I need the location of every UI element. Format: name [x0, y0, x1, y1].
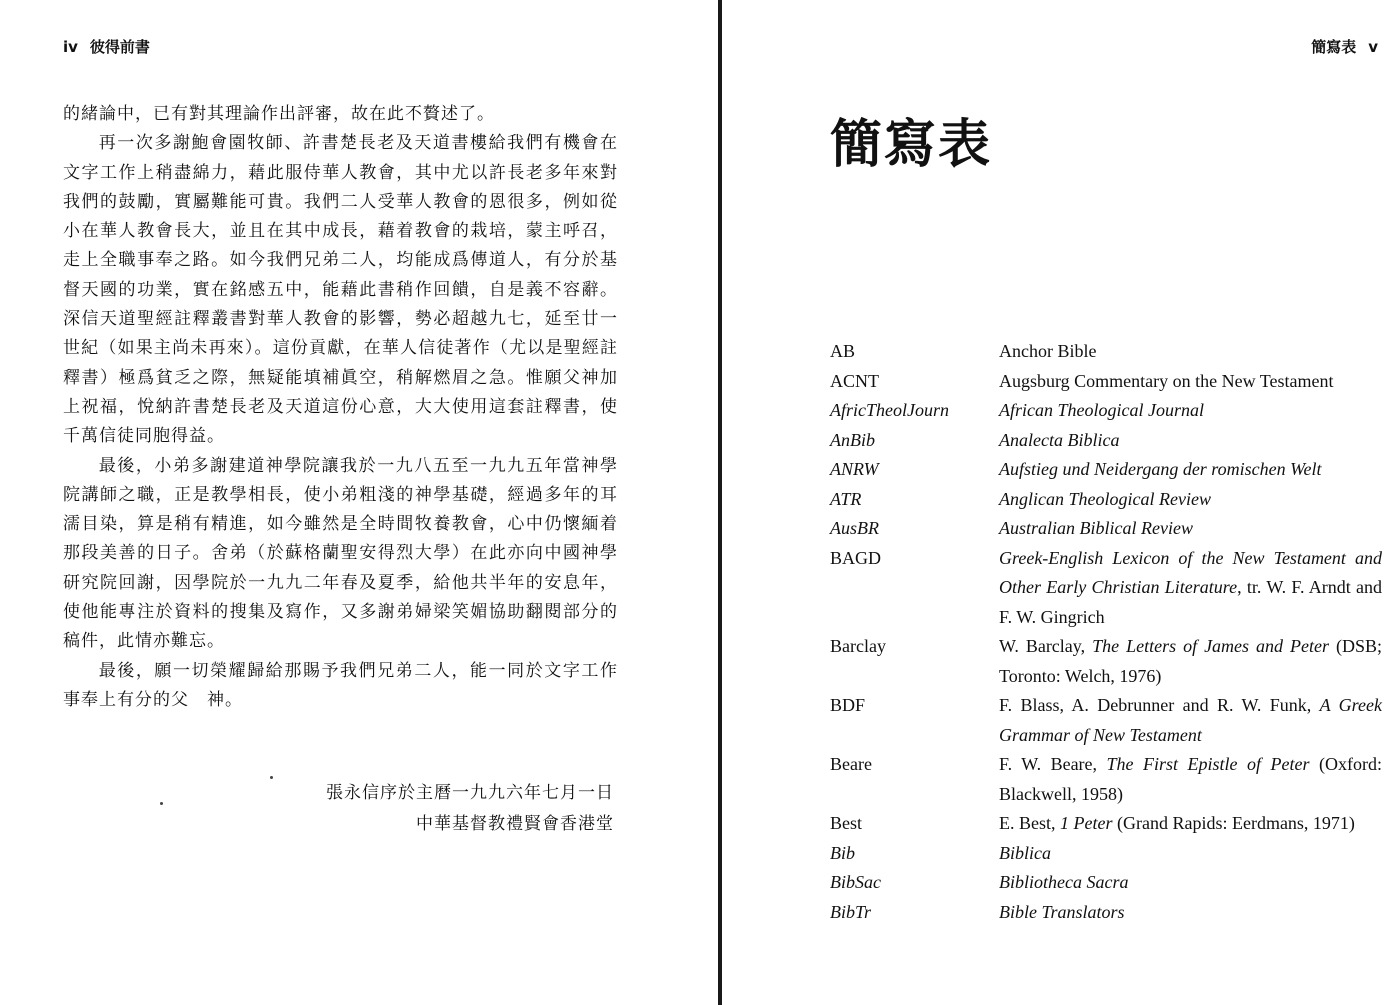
abbreviation-expansion: [999, 691, 1382, 750]
expansion-segment: Bibliotheca Sacra: [999, 872, 1129, 892]
expansion-segment: Aufstieg und Neidergang der romischen Welt: [999, 459, 1322, 479]
abbreviation-key: Barclay: [830, 636, 886, 656]
signoff-church: 中華基督教禮賢會香港堂: [416, 814, 614, 834]
abbreviation-key: BAGD: [830, 547, 882, 568]
abbreviation-expansion: [999, 367, 1382, 397]
expansion-segment: F. Blass, A. Debrunner and R. W. Funk,: [999, 695, 1320, 715]
abbreviation-row: [830, 809, 1382, 839]
preface-paragraph: 的緒論中，已有對其理論作出評審，故在此不贅述了。: [63, 104, 495, 124]
expansion-segment: A Greek Grammar of New Testament: [999, 695, 1382, 745]
expansion-segment: The First Epistle of Peter: [1106, 754, 1310, 774]
abbreviation-row: [830, 367, 1382, 397]
right-page: [722, 0, 1400, 1005]
expansion-segment: Analecta Biblica: [999, 429, 1120, 450]
abbreviation-row: [830, 898, 1382, 928]
preface-signoff: [326, 778, 614, 840]
abbreviation-expansion: [999, 514, 1382, 544]
abbreviation-key: Beare: [830, 754, 872, 774]
left-page-number: iv: [63, 38, 78, 56]
abbreviation-row: [830, 750, 1382, 809]
abbreviation-expansion: [999, 426, 1382, 456]
preface-paragraph: 最後，小弟多謝建道神學院讓我於一九八五至一九九五年當神學院講師之職，正是教學相長，使小弟粗淺的神學基礎，經過多年的耳濡目染，算是稍有精進，如今雖然是全時間牧養教會，心中仍懷緬着那段美善的日子。舍弟（於蘇格蘭聖安得烈大學）在此亦向中國神學研究院回謝，因學院於一九九二年春及夏季，給他共半年的安息年，使他能專注於資料的搜集及寫作，又多謝弟婦梁笑媚協助翻閱部分的稿件，此情亦難忘。: [63, 455, 618, 652]
expansion-segment: (Oxford: Blackwell, 1958): [999, 754, 1382, 804]
abbreviation-key: ACNT: [830, 370, 879, 391]
abbreviation-key: Best: [830, 813, 863, 833]
abbreviation-key: AfricTheolJourn: [830, 400, 949, 420]
right-page-number: v: [1368, 38, 1378, 56]
expansion-segment: Augsburg Commentary on the New Testament: [999, 370, 1334, 391]
abbreviation-expansion: [999, 485, 1382, 515]
abbreviation-key: BibSac: [830, 872, 881, 892]
abbreviations-list: [830, 337, 1382, 927]
abbreviation-row: [830, 691, 1382, 750]
abbreviation-row: [830, 455, 1382, 485]
expansion-segment: (Grand Rapids: Eerdmans, 1971): [1112, 813, 1355, 833]
abbreviation-key: AnBib: [830, 429, 875, 450]
expansion-segment: (DSB; Toronto: Welch, 1976): [999, 636, 1382, 686]
abbreviation-expansion: [999, 809, 1382, 839]
abbreviation-row: [830, 485, 1382, 515]
right-header-title: 簡寫表: [1311, 38, 1357, 56]
abbreviation-expansion: [999, 396, 1382, 426]
abbreviation-row: [830, 396, 1382, 426]
abbreviation-row: [830, 839, 1382, 869]
abbreviation-key: ANRW: [830, 459, 879, 479]
abbreviations-title: 簡寫表: [830, 115, 993, 175]
scan-speck: [160, 802, 163, 805]
abbreviation-row: [830, 632, 1382, 691]
expansion-segment: Australian Biblical Review: [999, 518, 1193, 538]
abbreviation-expansion: [999, 544, 1382, 633]
abbreviation-expansion: [999, 868, 1382, 898]
expansion-segment: Greek-English Lexicon of the New Testament and Other Early Christian Literature: [999, 547, 1382, 597]
abbreviation-key: BibTr: [830, 901, 872, 922]
preface-paragraph: 再一次多謝鮑會園牧師、許書楚長老及天道書樓給我們有機會在文字工作上稍盡綿力，藉此服侍華人教會，其中尤以許長老多年來對我們的鼓勵，實屬難能可貴。我們二人受華人教會的恩很多，例如從小在華人教會長大，並且在其中成長，藉着教會的栽培，蒙主呼召，走上全職事奉之路。如今我們兄弟二人，均能成爲傳道人，有分於基督天國的功業，實在銘感五中，能藉此書稍作回饋，自是義不容辭。深信天道聖經註釋叢書對華人教會的影響，勢必超越九七，延至廿一世紀（如果主尚未再來）。這份貢獻，在華人信徒著作（尤以是聖經註釋書）極爲貧乏之際，無疑能填補眞空，稍解燃眉之急。惟願父神加上祝福，悅納許書楚長老及天道這份心意，大大使用這套註釋書，使千萬信徒同胞得益。: [63, 133, 618, 447]
left-header-title: 彼得前書: [89, 38, 150, 56]
abbreviation-expansion: [999, 750, 1382, 809]
expansion-segment: , tr. W. F. Arndt and F. W. Gingrich: [999, 577, 1382, 627]
abbreviation-row: [830, 426, 1382, 456]
abbreviation-expansion: [999, 839, 1382, 869]
expansion-segment: E. Best,: [999, 813, 1060, 833]
right-running-header: [1299, 36, 1378, 57]
abbreviation-key: Bib: [830, 842, 855, 863]
abbreviation-key: BDF: [830, 695, 866, 715]
expansion-segment: Bible Translators: [999, 901, 1125, 922]
expansion-segment: The Letters of James and Peter: [1092, 636, 1329, 656]
expansion-segment: W. Barclay,: [999, 636, 1093, 656]
expansion-segment: F. W. Beare,: [999, 754, 1107, 774]
scan-speck: [270, 776, 273, 779]
abbreviation-row: [830, 544, 1382, 633]
abbreviation-expansion: [999, 632, 1382, 691]
abbreviation-expansion: [999, 455, 1382, 485]
abbreviation-row: [830, 514, 1382, 544]
preface-paragraph: 最後，願一切榮耀歸給那賜予我們兄弟二人，能一同於文字工作事奉上有分的父 神。: [63, 660, 618, 710]
expansion-segment: Anglican Theological Review: [999, 488, 1211, 509]
signoff-author-date: 張永信序於主曆一九九六年七月一日: [326, 783, 614, 803]
abbreviation-row: [830, 337, 1382, 367]
abbreviation-key: AB: [830, 341, 856, 361]
abbreviation-expansion: [999, 898, 1382, 928]
abbreviation-expansion: [999, 337, 1382, 367]
left-running-header: [63, 36, 162, 57]
abbreviation-key: AusBR: [830, 518, 879, 538]
expansion-segment: Biblica: [999, 842, 1051, 863]
expansion-segment: African Theological Journal: [999, 400, 1204, 420]
preface-body: [63, 100, 618, 715]
abbreviation-row: [830, 868, 1382, 898]
expansion-segment: 1 Peter: [1060, 813, 1113, 833]
abbreviation-key: ATR: [830, 488, 862, 509]
expansion-segment: Anchor Bible: [999, 341, 1097, 361]
